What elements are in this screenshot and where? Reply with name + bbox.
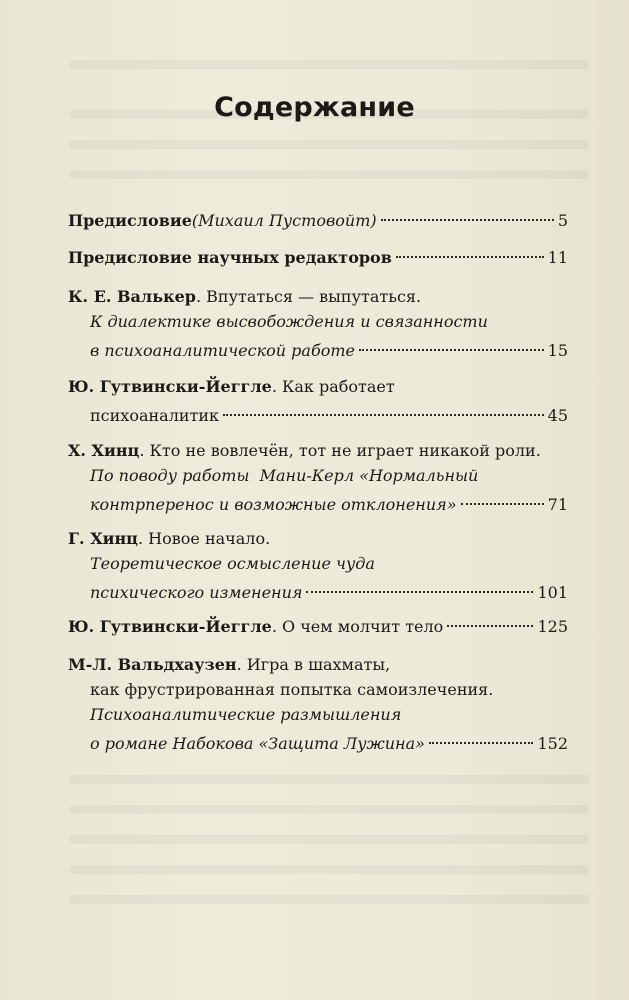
entry-title: . Новое начало. [138,529,271,548]
toc-entry[interactable] [68,526,568,605]
leader-dots [461,483,544,505]
leader-dots [359,329,544,351]
bleed-through-line [70,775,589,784]
page-number: 5 [557,211,568,230]
toc-entry[interactable] [68,652,568,756]
entry-subtitle: По поводу работы Мани-Керл «Нормальный [90,466,479,485]
toc-entry[interactable] [68,374,568,428]
entry-author: Х. Хинц [68,441,140,460]
entry-subtitle: Психоаналитические размышления [90,705,402,724]
bleed-through-line [70,60,589,69]
page-number: 125 [537,617,568,636]
entry-title-continued: психоаналитик [90,406,220,425]
entry-subtitle: о романе Набокова «Защита Лужина» [90,734,425,753]
bleed-through-line [70,865,589,874]
entry-title: . Игра в шахматы, [236,655,391,674]
entry-subtitle: Теоретическое осмысление чуда [90,554,375,573]
toc-entry[interactable] [68,610,568,639]
entry-author: М-Л. Вальдхаузен [68,655,237,674]
entry-title: . О чем молчит тело [271,617,444,636]
entry-title-continued: как фрустрированная попытка самоизлечения. [90,680,494,699]
leader-dots [223,394,544,416]
toc-entry[interactable] [68,284,568,363]
leader-dots [396,236,544,258]
entry-title: . Впутаться — выпутаться. [195,287,422,306]
leader-dots [429,722,534,744]
toc-entry[interactable] [68,241,568,270]
page-number: 152 [537,734,568,753]
entry-heading: Предисловие [68,211,192,230]
bleed-through-line [70,835,589,844]
bleed-through-line [70,140,589,149]
entry-author: Ю. Гутвински-Йеггле [68,617,272,636]
toc-entry[interactable] [68,204,568,233]
entry-note: (Михаил Пустовойт) [191,211,377,230]
bleed-through-line [70,895,589,904]
leader-dots [381,199,554,221]
leader-dots [306,571,533,593]
page-number: 11 [547,248,568,267]
entry-author: Г. Хинц [68,529,138,548]
page-number: 101 [537,583,568,602]
toc-entry[interactable] [68,438,568,517]
page-title: Содержание [214,92,415,123]
entry-subtitle: психического изменения [90,583,303,602]
entry-subtitle: в психоаналитической работе [90,341,355,360]
entry-title: . Кто не вовлечён, тот не играет никакой роли. [139,441,541,460]
bleed-through-line [70,170,589,179]
page-number: 15 [547,341,568,360]
entry-heading: Предисловие научных редакторов [68,248,392,267]
entry-author: Ю. Гутвински-Йеггле [68,377,272,396]
entry-subtitle: контрперенос и возможные отклонения» [90,495,457,514]
entry-title: . Как работает [271,377,395,396]
leader-dots [447,605,533,627]
entry-subtitle: К диалектике высвобождения и связанности [90,312,488,331]
page-number: 45 [547,406,568,425]
bleed-through-line [70,805,589,814]
entry-author: К. Е. Валькер [68,287,196,306]
page-number: 71 [547,495,568,514]
